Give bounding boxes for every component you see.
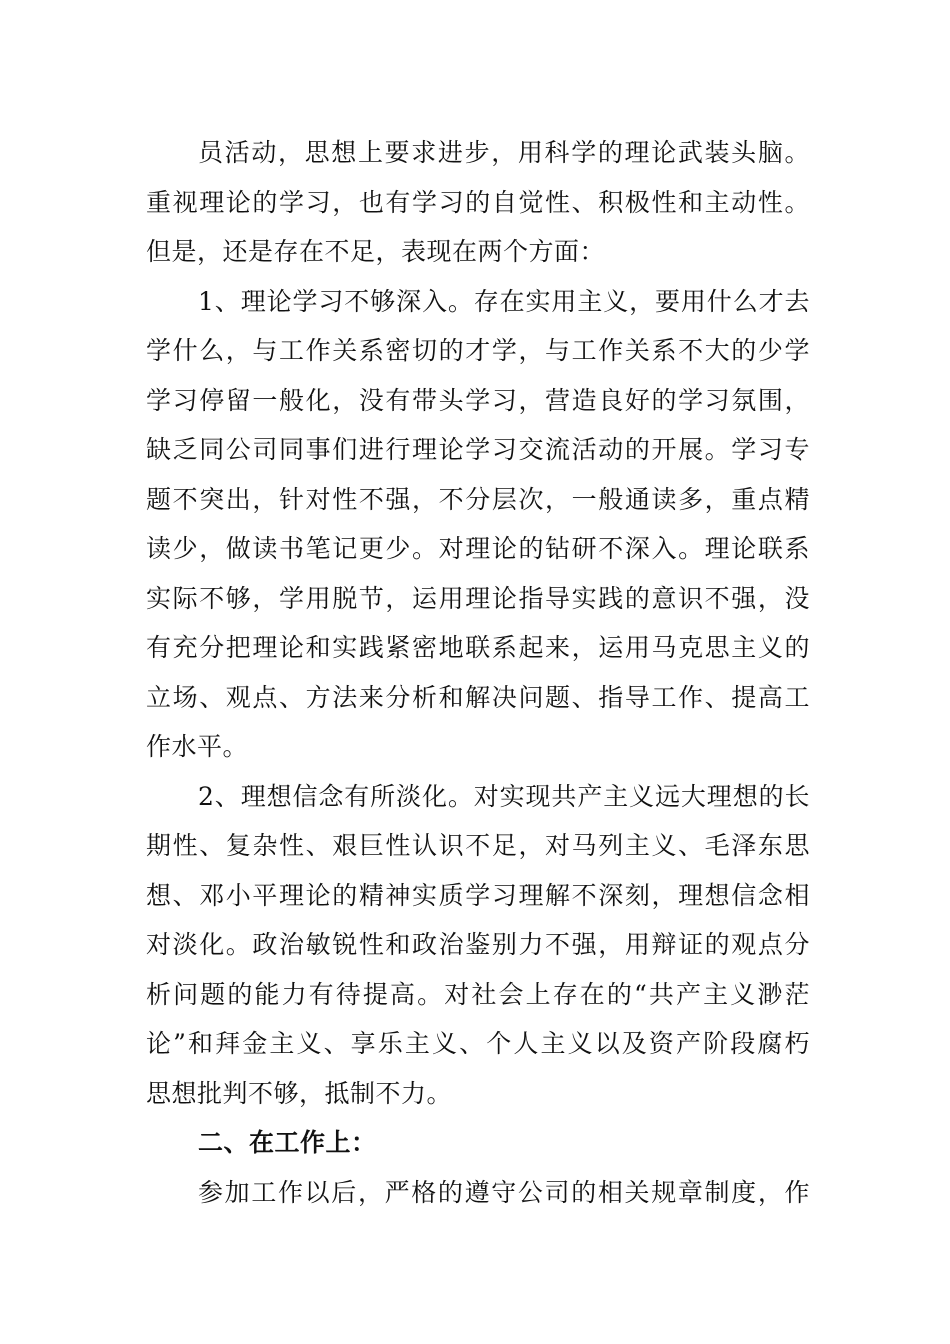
paragraph-line: 有充分把理论和实践紧密地联系起来，运用马克思主义的 xyxy=(146,633,810,662)
paragraph-line: 缺乏同公司同事们进行理论学习交流活动的开展。学习专 xyxy=(146,435,810,464)
paragraph-line: 题不突出，针对性不强，不分层次，一般通读多，重点精 xyxy=(146,484,810,514)
paragraph-line: 立场、观点、方法来分析和解决问题、指导工作、提高工 xyxy=(146,682,810,712)
paragraph-line: 思想批判不够，抵制不力。 xyxy=(146,1078,453,1108)
paragraph-line: 2、理想信念有所淡化。对实现共产主义远大理想的长 xyxy=(198,781,810,811)
paragraph-line: 析问题的能力有待提高。对社会上存在的“共产主义渺茫 xyxy=(146,979,810,1009)
paragraph-line: 实际不够，学用脱节，运用理论指导实践的意识不强，没 xyxy=(146,583,810,613)
paragraph-line: 对淡化。政治敏锐性和政治鉴别力不强，用辩证的观点分 xyxy=(146,930,810,959)
paragraph-line: 学什么，与工作关系密切的才学，与工作关系不大的少学 xyxy=(146,336,810,365)
paragraph-line: 想、邓小平理论的精神实质学习理解不深刻，理想信念相 xyxy=(146,880,810,910)
paragraph-line: 员活动，思想上要求进步，用科学的理论武装头脑。 xyxy=(198,138,810,167)
paragraph-line: 论”和拜金主义、享乐主义、个人主义以及资产阶段腐朽 xyxy=(146,1029,810,1058)
paragraph-line: 参加工作以后，严格的遵守公司的相关规章制度，作 xyxy=(198,1177,810,1207)
document-body xyxy=(146,128,810,1217)
paragraph-line: 期性、复杂性、艰巨性认识不足，对马列主义、毛泽东思 xyxy=(146,831,810,860)
paragraph-line: 作水平。 xyxy=(146,732,249,761)
paragraph-line: 1、理论学习不够深入。存在实用主义，要用什么才去 xyxy=(198,286,810,316)
paragraph-line: 重视理论的学习，也有学习的自觉性、积极性和主动性。 xyxy=(146,187,810,217)
section-heading: 二、在工作上： xyxy=(198,1128,377,1157)
paragraph-line: 但是，还是存在不足，表现在两个方面： xyxy=(146,237,606,266)
paragraph-line: 学习停留一般化，没有带头学习，营造良好的学习氛围， xyxy=(146,385,810,415)
paragraph-line: 读少，做读书笔记更少。对理论的钻研不深入。理论联系 xyxy=(146,534,810,563)
